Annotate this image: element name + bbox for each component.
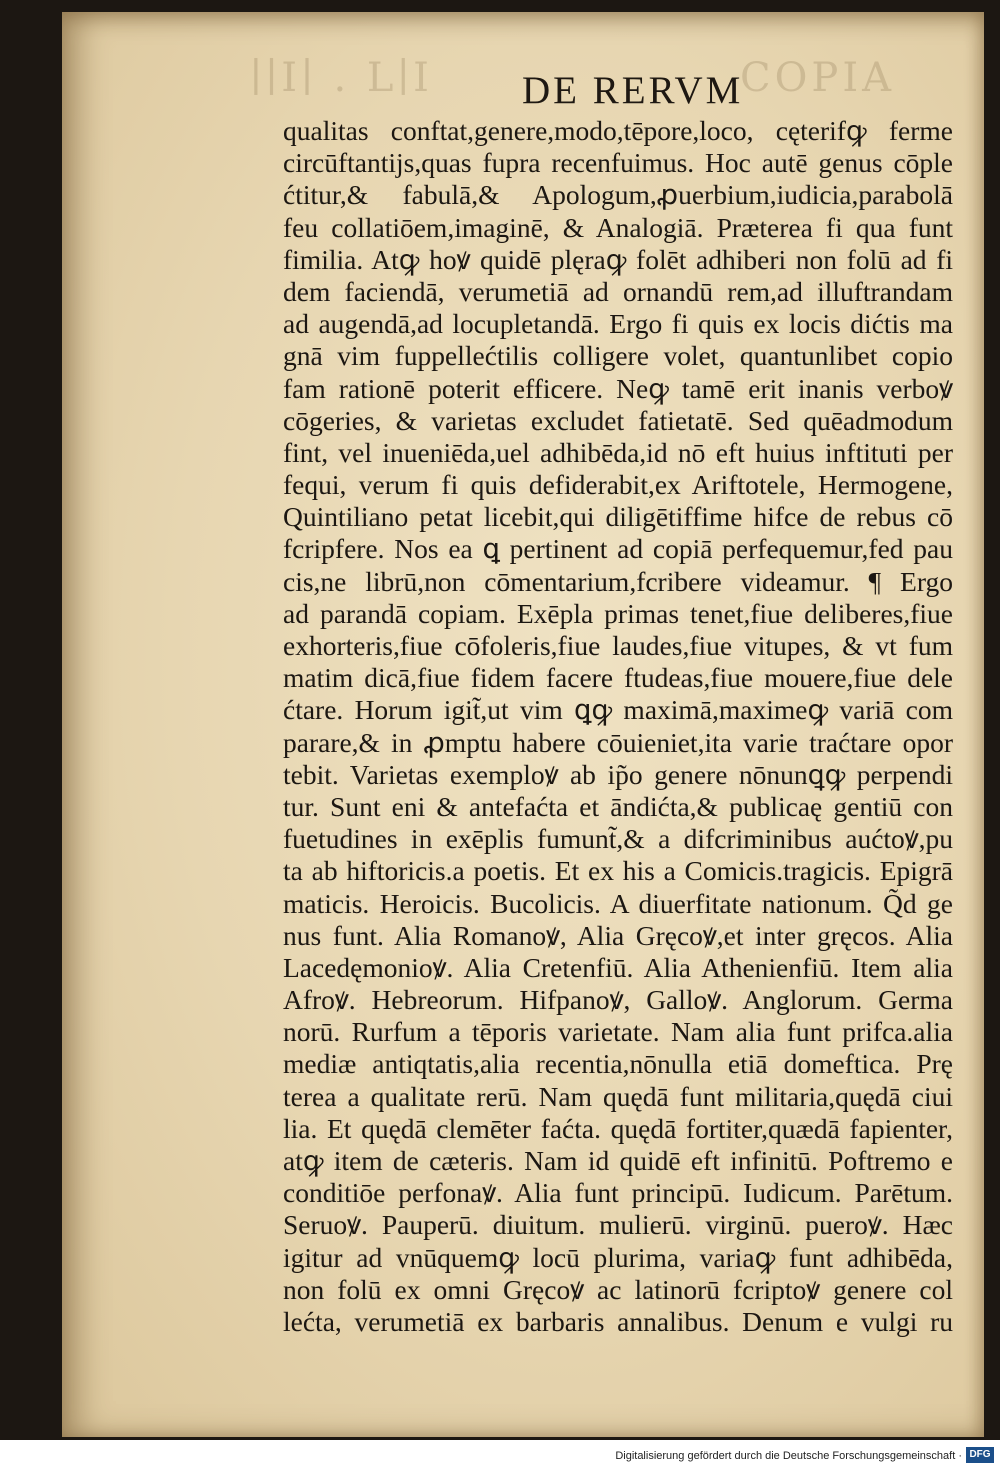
text-line: nus funt. Alia Romanoꝟ, Alia Gręcoꝟ,et inter gręcos. Alia [283,919,953,951]
text-line: terea a qualitate rerū. Nam quędā funt militaria,quędā ciui [283,1080,953,1112]
text-line: atꝙ item de cæteris. Nam id quidē eft infinitū. Poftremo e [283,1145,953,1176]
text-line: cōgeries, & varietas excludet fatietatē. Sed quēadmodum [283,404,953,436]
text-line: maticis. Heroicis. Bucolicis. A diuerfitate nationum. Q̃d ge [283,887,953,919]
text-line: Quintiliano petat licebit,qui diligētiffime hifce de rebus cō [283,501,953,533]
text-line: matim dicā,fiue fidem facere ftudeas,fiue mouere,fiue dele [283,662,953,694]
text-line: exhorteris,fiue cōfoleris,fiue laudes,fiue vitupes, & vt fum [283,630,953,661]
text-line: lia. Et quędā clemēter faćta. quędā fortiter,quædā fapienter, [283,1112,953,1144]
text-line: qualitas conftat,genere,modo,tēpore,loco, cęterifꝙ ferme [283,115,953,146]
funding-credit: Digitalisierung gefördert durch die Deutsche Forschungsgemeinschaft · [615,1450,962,1462]
text-line: ad augendā,ad locupletandā. Ergo fi quis ex locis dićtis ma [283,308,953,340]
text-line: ad parandā copiam. Exēpla primas tenet,fiue deliberes,fiue [283,597,953,629]
text-line: fequi, verum fi quis defiderabit,ex Ariftotele, Hermogene, [283,469,953,501]
text-line: fint, vel inueniēda,uel adhibēda,id nō eft huius inftituti per [283,436,953,468]
running-head: DE RERVM [522,69,744,112]
bleed-through-left: ∣∣I∣ . L∣I [250,55,433,101]
text-line: Seruoꝟ. Pauperū. diuitum. mulierū. virginū. pueroꝟ. Hæc [283,1209,953,1241]
dfg-logo: DFG [966,1447,994,1463]
text-line: tebit. Varietas exemploꝟ ab ip̃o genere nōnunꝗꝙ perpendi [283,758,953,790]
body-text [283,115,953,1338]
text-line: ćtare. Horum igit̃,ut vim ꝗꝙ maximā,maximeꝙ variā com [283,694,953,726]
text-line: norū. Rurfum a tēporis varietate. Nam alia funt prifca.alia [283,1016,953,1048]
text-line: fcripfere. Nos ea ꝗ pertinent ad copiā perfequemur,fed pau [283,533,953,565]
text-line: fimilia. Atꝙ hoꝟ quidē plęraꝙ folēt adhiberi non folū ad fi [283,243,953,275]
text-line: ćtitur,& fabulā,& Apologum,ꝓuerbium,iudicia,parabolā [283,179,953,211]
text-line: ta ab hiftoricis.a poetis. Et ex his a Comicis.tragicis. Epigrā [283,855,953,887]
text-line: fam rationē poterit efficere. Neꝙ tamē erit inanis verboꝟ [283,372,953,404]
text-line: Afroꝟ. Hebreorum. Hifpanoꝟ, Galloꝟ. Anglorum. Germa [283,984,953,1016]
text-line: parare,& in ꝓmptu habere cōuieniet,ita varie traćtare opor [283,726,953,758]
bleed-through-right: COPIA [740,55,895,101]
text-line: fuetudines in exēplis fumunt̃,& a difcriminibus aućtoꝟ,pu [283,823,953,855]
text-line: igitur ad vnūquemꝙ locū plurima, variaꝙ funt adhibēda, [283,1241,953,1273]
text-line: mediæ antiqtatis,alia recentia,nōnulla etiā domeftica. Prę [283,1048,953,1080]
text-line: feu collatiōem,imaginē, & Analogiā. Præterea fi qua funt [283,211,953,243]
text-line: cis,ne librū,non cōmentarium,fcribere videamur. ¶ Ergo [283,565,953,597]
text-line: dem faciendā, verumetiā ad ornandū rem,ad illuftrandam [283,275,953,307]
text-line: tur. Sunt eni & antefaćta et āndićta,& publicaę gentiū con [283,790,953,822]
text-line: lećta, verumetiā ex barbaris annalibus. Denum e vulgi ru [283,1305,953,1337]
text-line: circūftantijs,quas fupra recenfuimus. Hoc autē genus cōple [283,147,953,179]
text-line: non folū ex omni Gręcoꝟ ac latinorū fcriptoꝟ genere col [283,1273,953,1305]
text-line: Lacedęmonioꝟ. Alia Cretenfiū. Alia Athenienfiū. Item alia [283,951,953,983]
text-line: conditiōe perfonaꝟ. Alia funt principū. Iudicum. Parētum. [283,1177,953,1209]
text-line: gnā vim fuppellećtilis colligere volet, quantunlibet copio [283,340,953,372]
